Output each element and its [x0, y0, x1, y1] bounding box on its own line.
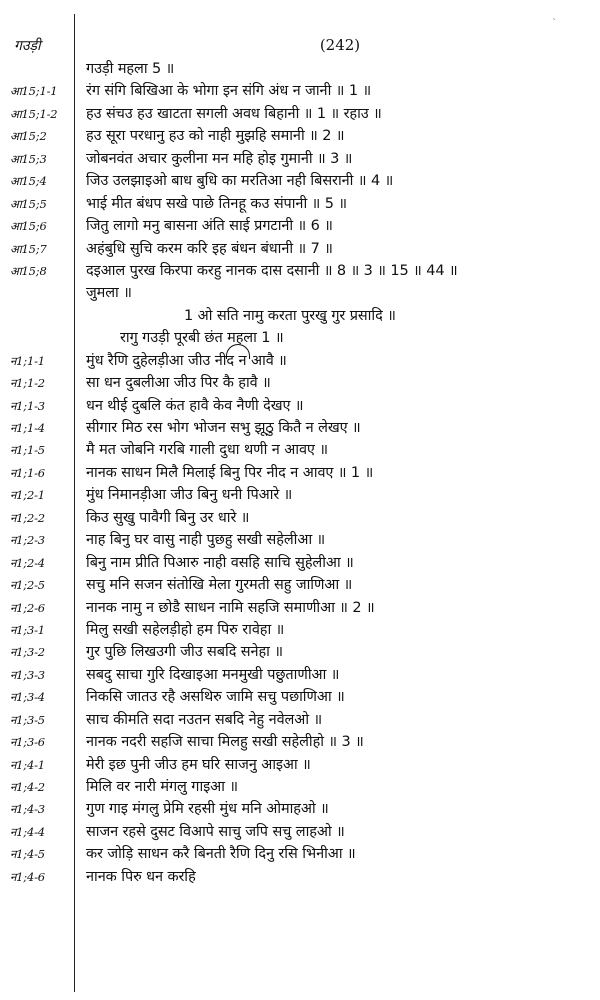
verse-text: मिलि वर नारी मंगलु गाइआ ॥ [86, 779, 238, 795]
verse-reference: न1;4-4 [10, 824, 45, 839]
verse-text: कर जोड़ि साधन करै बिनती रैणि दिनु रसि भिनीआ ॥ [86, 846, 356, 863]
verse-text: गउड़ी महला 5 ॥ [86, 61, 175, 77]
verse-text: सचु मनि सजन संतोखि मेला गुरमती सहु जाणिआ ॥ [86, 577, 353, 594]
verse-text: गुण गाइ मंगलु प्रेमि रहसी मुंध मनि ओमाहओ ॥ [86, 801, 329, 818]
verse-line [0, 484, 600, 506]
verse-line [0, 843, 600, 865]
verse-reference: आ15;6 [10, 219, 47, 234]
verse-text: रंग संगि बिखिआ के भोगा इन संगि अंध न जानी ॥ 1 ॥ [86, 83, 372, 100]
verse-text: मुंध निमानड़ीआ जीउ बिनु धनी पिआरे ॥ [86, 487, 293, 504]
verse-line [0, 798, 600, 820]
verse-reference: आ15;5 [10, 196, 47, 211]
verse-text: नाह बिनु घर वासु नाही पुछहु सखी सहेलीआ ॥ [86, 532, 326, 549]
verse-text: मेरी इछ पुनी जीउ हम घरि साजनु आइआ ॥ [86, 756, 311, 773]
verse-line [0, 193, 600, 215]
verse-text: किउ सुखु पावैगी बिनु उर धारे ॥ [86, 509, 250, 526]
verse-reference: न1;3-2 [10, 645, 45, 660]
verse-line [0, 327, 600, 349]
verse-line [0, 260, 600, 282]
verse-text: रागु गउड़ी पूरबी छंत महला 1 ॥ [120, 330, 284, 347]
verse-reference: न1;4-1 [10, 757, 45, 772]
verse-line [0, 686, 600, 708]
verse-text: अहंबुधि सुचि करम करि इह बंधन बंधानी ॥ 7 ॥ [86, 240, 333, 257]
verse-text: जुमला ॥ [86, 285, 132, 302]
verse-line [0, 866, 600, 888]
verse-line [0, 148, 600, 170]
verse-reference: आ15;3 [10, 151, 47, 166]
verse-reference: न1;4-2 [10, 780, 45, 794]
verse-line [0, 731, 600, 753]
verse-line [0, 372, 600, 394]
verse-line [0, 821, 600, 843]
verse-text: मिलु सखी सहेलड़ीहो हम पिरु रावेहा ॥ [86, 621, 285, 638]
verse-line [0, 552, 600, 574]
verse-reference: न1;3-3 [10, 667, 45, 682]
verse-text: हउ संचउ हउ खाटता सगली अवध बिहानी ॥ 1 ॥ रहाउ ॥ [86, 105, 382, 122]
verse-reference: न1;3-1 [10, 622, 45, 637]
verse-reference: न1;2-2 [10, 510, 45, 525]
verse-reference: न1;1-4 [10, 421, 45, 435]
verse-reference: न1;3-6 [10, 735, 45, 750]
verse-line [0, 305, 600, 327]
verse-reference: न1;1-1 [10, 353, 45, 368]
verse-reference: आ15;1-2 [10, 106, 58, 121]
verse-line [0, 462, 600, 484]
corner-tick-mark: ` [552, 18, 557, 29]
verse-reference: न1;2-5 [10, 578, 45, 593]
verse-reference: न1;4-6 [10, 869, 45, 884]
verse-text: 1 ओ सति नामु करता पुरखु गुर प्रसादि ॥ [184, 307, 396, 324]
verse-text: नानक पिरु धन करहि [86, 868, 196, 885]
verse-reference: न1;3-5 [10, 712, 45, 727]
verse-reference: न1;2-6 [10, 600, 45, 615]
verse-line [0, 103, 600, 125]
verse-line [0, 529, 600, 551]
verse-line [0, 641, 600, 663]
verse-text: साच कीमति सदा नउतन सबदि नेहु नवेलओ ॥ [86, 711, 323, 728]
verse-line [0, 125, 600, 147]
verse-text: सबदु साचा गुरि दिखाइआ मनमुखी पछुताणीआ ॥ [86, 666, 340, 683]
verse-text: हउ सूरा परधानु हउ को नाही मुझहि समानी ॥ 2 ॥ [86, 128, 345, 145]
verse-reference: आ15;7 [10, 241, 47, 256]
verse-line [0, 619, 600, 641]
verse-text: नानक नदरी सहजि साचा मिलहु सखी सहेलीहो ॥ 3 ॥ [86, 734, 364, 751]
verse-line [0, 215, 600, 237]
verse-reference: न1;1-5 [10, 443, 45, 458]
verse-line [0, 776, 600, 798]
verse-line [0, 282, 600, 304]
verse-line [0, 574, 600, 596]
verse-text: भाई मीत बंधप सखे पाछे तिनहू कउ संपानी ॥ 5 ॥ [86, 195, 347, 212]
verse-line [0, 350, 600, 372]
verse-reference: न1;4-5 [10, 847, 45, 862]
verse-line [0, 238, 600, 260]
verse-text: जिउ उलझाइओ बाध बुधि का मरतिआ नही बिसरानी ॥ 4 ॥ [86, 173, 394, 190]
verse-reference: न1;1-3 [10, 398, 45, 413]
verse-reference: न1;2-4 [10, 555, 45, 570]
verse-text: सीगार मिठ रस भोग भोजन सभु झूठु कितै न लेखए ॥ [86, 420, 361, 436]
verse-text: साजन रहसे दुसट विआपे साचु जपि सचु लाहओ ॥ [86, 823, 345, 840]
verse-reference: आ15;1-1 [10, 84, 58, 99]
page-number: (242) [319, 36, 361, 54]
verse-reference: न1;3-4 [10, 690, 45, 705]
verse-line [0, 664, 600, 686]
verse-text: सा धन दुबलीआ जीउ पिर कै हावै ॥ [86, 375, 271, 392]
verse-line [0, 709, 600, 731]
verse-line [0, 439, 600, 461]
verse-text: जितु लागो मनु बासना अंति साई प्रगटानी ॥ 6 ॥ [86, 218, 333, 235]
verse-text: बिनु नाम प्रीति पिआरु नाही वसहि साचि सुहेलीआ ॥ [86, 554, 354, 571]
verse-reference: न1;2-1 [10, 488, 45, 503]
verse-text: धन थीई दुबलि कंत हावै केव नैणी देखए ॥ [86, 397, 304, 414]
verse-reference: न1;4-3 [10, 802, 45, 817]
verse-text: निकसि जातउ रहै असथिरु जामि सचु पछाणिआ ॥ [86, 689, 345, 706]
verse-line [0, 170, 600, 192]
verse-text: मुंध रैणि दुहेलड़ीआ जीउ नीद न आवै ॥ [86, 352, 287, 369]
verse-text: नानक साधन मिलै मिलाई बिनु पिर नीद न आवए ॥ 1 ॥ [86, 464, 374, 481]
verse-text: जोबनवंत अचार कुलीना मन महि होइ गुमानी ॥ 3 ॥ [86, 150, 353, 167]
verse-line [0, 417, 600, 439]
verse-text: नानक नामु न छोडै साधन नामि सहजि समाणीआ ॥ 2 ॥ [86, 599, 375, 616]
verse-text: दइआल पुरख किरपा करहु नानक दास दसानी ॥ 8 ॥ 3 ॥ 15 ॥ 44 ॥ [86, 262, 458, 279]
verse-reference: न1;1-6 [10, 465, 45, 480]
verse-text: मै मत जोबनि गरबि गाली दुधा थणी न आवए ॥ [86, 442, 328, 459]
verse-line [0, 80, 600, 102]
verse-reference: आ15;2 [10, 129, 47, 144]
verse-reference: न1;2-3 [10, 533, 45, 548]
verse-reference: न1;1-2 [10, 376, 45, 391]
verse-reference: आ15;4 [10, 174, 47, 189]
verse-line [0, 395, 600, 417]
verse-line [0, 507, 600, 529]
raag-header: गउड़ी [14, 38, 41, 54]
verse-reference: आ15;8 [10, 263, 47, 278]
verse-lines [0, 58, 600, 888]
verse-text: गुर पुछि लिखउगी जीउ सबदि सनेहा ॥ [86, 644, 283, 661]
verse-line [0, 597, 600, 619]
verse-line [0, 754, 600, 776]
verse-line [0, 58, 600, 80]
